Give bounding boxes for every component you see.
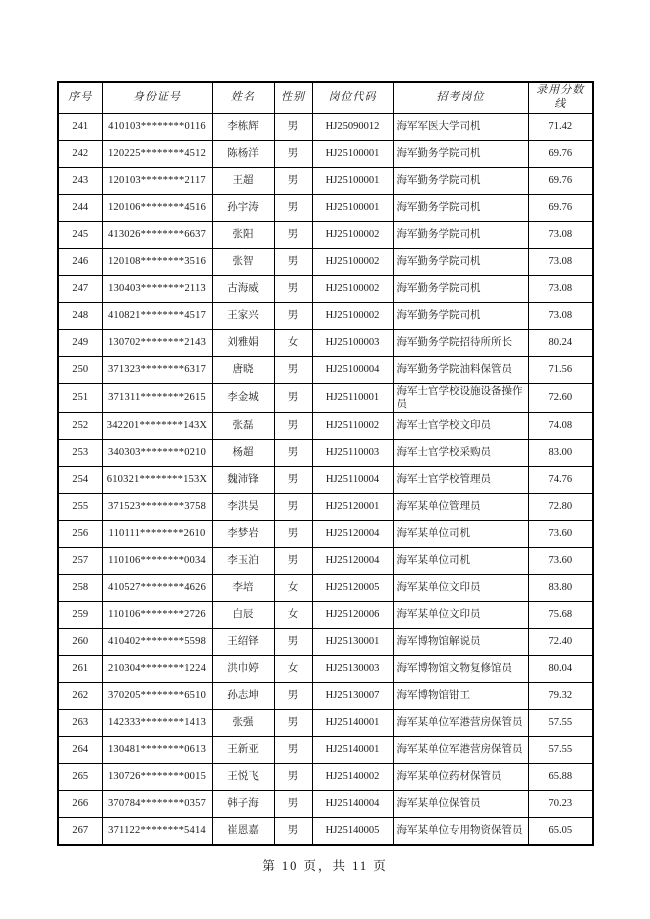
cell-score: 74.08 — [528, 412, 593, 439]
cell-score: 71.56 — [528, 356, 593, 383]
cell-id: 120108********3516 — [102, 248, 212, 275]
cell-pos: 海军某单位专用物资保管员 — [393, 817, 528, 845]
table-row — [58, 547, 593, 574]
cell-seq: 243 — [58, 167, 102, 194]
cell-name: 李洪昊 — [212, 493, 274, 520]
cell-gender: 男 — [274, 221, 312, 248]
table-row — [58, 248, 593, 275]
cell-code: HJ25110004 — [312, 466, 393, 493]
cell-gender: 男 — [274, 412, 312, 439]
cell-code: HJ25090012 — [312, 113, 393, 140]
cell-seq: 267 — [58, 817, 102, 845]
cell-gender: 男 — [274, 763, 312, 790]
cell-score: 57.55 — [528, 736, 593, 763]
cell-score: 79.32 — [528, 682, 593, 709]
score-table-container — [57, 81, 592, 846]
cell-name: 韩子海 — [212, 790, 274, 817]
cell-id: 371311********2615 — [102, 383, 212, 412]
cell-code: HJ25110001 — [312, 383, 393, 412]
cell-pos: 海军博物馆解说员 — [393, 628, 528, 655]
cell-pos: 海军勤务学院司机 — [393, 302, 528, 329]
table-row — [58, 736, 593, 763]
cell-name: 王家兴 — [212, 302, 274, 329]
cell-pos: 海军勤务学院司机 — [393, 140, 528, 167]
cell-pos: 海军士官学校采购员 — [393, 439, 528, 466]
table-row — [58, 790, 593, 817]
cell-gender: 男 — [274, 113, 312, 140]
cell-id: 130481********0613 — [102, 736, 212, 763]
cell-id: 370784********0357 — [102, 790, 212, 817]
cell-pos: 海军军医大学司机 — [393, 113, 528, 140]
cell-name: 张阳 — [212, 221, 274, 248]
cell-gender: 男 — [274, 493, 312, 520]
cell-code: HJ25100001 — [312, 140, 393, 167]
cell-gender: 男 — [274, 547, 312, 574]
cell-pos: 海军勤务学院司机 — [393, 221, 528, 248]
cell-seq: 262 — [58, 682, 102, 709]
cell-score: 73.08 — [528, 302, 593, 329]
cell-name: 孙志坤 — [212, 682, 274, 709]
cell-name: 王超 — [212, 167, 274, 194]
cell-pos: 海军勤务学院招待所所长 — [393, 329, 528, 356]
cell-gender: 女 — [274, 655, 312, 682]
cell-gender: 男 — [274, 167, 312, 194]
cell-gender: 男 — [274, 817, 312, 845]
cell-id: 120106********4516 — [102, 194, 212, 221]
cell-code: HJ25120006 — [312, 601, 393, 628]
cell-id: 410402********5598 — [102, 628, 212, 655]
cell-pos: 海军某单位管理员 — [393, 493, 528, 520]
cell-name: 孙宇涛 — [212, 194, 274, 221]
cell-pos: 海军某单位药材保管员 — [393, 763, 528, 790]
table-row — [58, 113, 593, 140]
column-header-gender: 性别 — [274, 82, 312, 113]
cell-code: HJ25140005 — [312, 817, 393, 845]
cell-code: HJ25100003 — [312, 329, 393, 356]
cell-name: 陈杨洋 — [212, 140, 274, 167]
cell-code: HJ25100001 — [312, 194, 393, 221]
cell-score: 80.04 — [528, 655, 593, 682]
cell-id: 413026********6637 — [102, 221, 212, 248]
cell-name: 李栋辉 — [212, 113, 274, 140]
cell-score: 69.76 — [528, 167, 593, 194]
cell-pos: 海军某单位司机 — [393, 520, 528, 547]
cell-code: HJ25120001 — [312, 493, 393, 520]
cell-seq: 249 — [58, 329, 102, 356]
cell-code: HJ25140002 — [312, 763, 393, 790]
cell-score: 69.76 — [528, 140, 593, 167]
cell-score: 74.76 — [528, 466, 593, 493]
cell-seq: 250 — [58, 356, 102, 383]
cell-gender: 女 — [274, 601, 312, 628]
recruitment-score-table — [57, 81, 594, 846]
cell-seq: 256 — [58, 520, 102, 547]
column-header-name: 姓名 — [212, 82, 274, 113]
table-row — [58, 140, 593, 167]
cell-code: HJ25130001 — [312, 628, 393, 655]
cell-gender: 男 — [274, 682, 312, 709]
column-header-code: 岗位代码 — [312, 82, 393, 113]
cell-seq: 251 — [58, 383, 102, 412]
table-row — [58, 709, 593, 736]
cell-score: 73.08 — [528, 275, 593, 302]
cell-name: 李梦岩 — [212, 520, 274, 547]
cell-seq: 257 — [58, 547, 102, 574]
cell-id: 130403********2113 — [102, 275, 212, 302]
cell-id: 210304********1224 — [102, 655, 212, 682]
table-row — [58, 439, 593, 466]
cell-gender: 男 — [274, 248, 312, 275]
table-row — [58, 329, 593, 356]
cell-score: 72.60 — [528, 383, 593, 412]
cell-code: HJ25130007 — [312, 682, 393, 709]
cell-gender: 女 — [274, 574, 312, 601]
cell-pos: 海军某单位文印员 — [393, 601, 528, 628]
cell-pos: 海军某单位司机 — [393, 547, 528, 574]
table-row — [58, 167, 593, 194]
cell-gender: 男 — [274, 302, 312, 329]
cell-seq: 252 — [58, 412, 102, 439]
table-row — [58, 221, 593, 248]
cell-id: 371323********6317 — [102, 356, 212, 383]
table-row — [58, 383, 593, 412]
table-row — [58, 466, 593, 493]
cell-score: 71.42 — [528, 113, 593, 140]
cell-seq: 258 — [58, 574, 102, 601]
cell-pos: 海军勤务学院司机 — [393, 248, 528, 275]
cell-code: HJ25120005 — [312, 574, 393, 601]
cell-id: 371523********3758 — [102, 493, 212, 520]
table-row — [58, 520, 593, 547]
cell-name: 杨超 — [212, 439, 274, 466]
cell-id: 110106********2726 — [102, 601, 212, 628]
table-body — [58, 113, 593, 845]
cell-id: 410821********4517 — [102, 302, 212, 329]
column-header-score: 录用分数线 — [528, 82, 593, 113]
cell-pos: 海军博物馆钳工 — [393, 682, 528, 709]
cell-code: HJ25140001 — [312, 736, 393, 763]
cell-pos: 海军士官学校设施设备操作员 — [393, 383, 528, 412]
cell-score: 73.08 — [528, 248, 593, 275]
cell-id: 371122********5414 — [102, 817, 212, 845]
cell-score: 83.00 — [528, 439, 593, 466]
cell-pos: 海军士官学校管理员 — [393, 466, 528, 493]
cell-seq: 259 — [58, 601, 102, 628]
table-row — [58, 763, 593, 790]
cell-name: 刘雅娟 — [212, 329, 274, 356]
cell-code: HJ25120004 — [312, 547, 393, 574]
cell-name: 王绍铎 — [212, 628, 274, 655]
cell-pos: 海军博物馆文物复修馆员 — [393, 655, 528, 682]
cell-name: 张强 — [212, 709, 274, 736]
cell-seq: 266 — [58, 790, 102, 817]
cell-gender: 男 — [274, 194, 312, 221]
cell-id: 370205********6510 — [102, 682, 212, 709]
cell-code: HJ25120004 — [312, 520, 393, 547]
cell-gender: 女 — [274, 329, 312, 356]
column-header-id: 身份证号 — [102, 82, 212, 113]
cell-score: 69.76 — [528, 194, 593, 221]
cell-seq: 247 — [58, 275, 102, 302]
table-row — [58, 682, 593, 709]
cell-score: 65.88 — [528, 763, 593, 790]
cell-seq: 263 — [58, 709, 102, 736]
cell-name: 唐晓 — [212, 356, 274, 383]
cell-pos: 海军某单位保管员 — [393, 790, 528, 817]
cell-name: 崔恩嘉 — [212, 817, 274, 845]
cell-name: 张智 — [212, 248, 274, 275]
cell-code: HJ25140004 — [312, 790, 393, 817]
cell-code: HJ25110002 — [312, 412, 393, 439]
table-row — [58, 655, 593, 682]
cell-code: HJ25100002 — [312, 248, 393, 275]
cell-name: 洪巾婷 — [212, 655, 274, 682]
cell-id: 342201********143X — [102, 412, 212, 439]
cell-code: HJ25110003 — [312, 439, 393, 466]
cell-name: 张磊 — [212, 412, 274, 439]
cell-pos: 海军士官学校文印员 — [393, 412, 528, 439]
cell-name: 古海威 — [212, 275, 274, 302]
cell-gender: 男 — [274, 275, 312, 302]
cell-score: 80.24 — [528, 329, 593, 356]
cell-seq: 246 — [58, 248, 102, 275]
cell-gender: 男 — [274, 439, 312, 466]
table-row — [58, 412, 593, 439]
cell-seq: 260 — [58, 628, 102, 655]
cell-seq: 254 — [58, 466, 102, 493]
cell-name: 王悦飞 — [212, 763, 274, 790]
cell-seq: 244 — [58, 194, 102, 221]
cell-name: 王新亚 — [212, 736, 274, 763]
cell-score: 72.80 — [528, 493, 593, 520]
cell-id: 610321********153X — [102, 466, 212, 493]
cell-code: HJ25100001 — [312, 167, 393, 194]
table-row — [58, 194, 593, 221]
cell-gender: 男 — [274, 628, 312, 655]
cell-score: 57.55 — [528, 709, 593, 736]
cell-id: 410527********4626 — [102, 574, 212, 601]
cell-seq: 248 — [58, 302, 102, 329]
cell-pos: 海军某单位文印员 — [393, 574, 528, 601]
cell-id: 340303********0210 — [102, 439, 212, 466]
table-row — [58, 628, 593, 655]
cell-seq: 255 — [58, 493, 102, 520]
table-row — [58, 601, 593, 628]
table-row — [58, 574, 593, 601]
cell-name: 李玉泊 — [212, 547, 274, 574]
cell-gender: 男 — [274, 356, 312, 383]
cell-code: HJ25100002 — [312, 221, 393, 248]
cell-gender: 男 — [274, 466, 312, 493]
cell-score: 70.23 — [528, 790, 593, 817]
cell-seq: 264 — [58, 736, 102, 763]
cell-score: 72.40 — [528, 628, 593, 655]
cell-id: 142333********1413 — [102, 709, 212, 736]
cell-name: 白辰 — [212, 601, 274, 628]
table-header-row — [58, 82, 593, 113]
cell-id: 130702********2143 — [102, 329, 212, 356]
cell-gender: 男 — [274, 709, 312, 736]
cell-code: HJ25100002 — [312, 275, 393, 302]
cell-seq: 265 — [58, 763, 102, 790]
column-header-seq: 序号 — [58, 82, 102, 113]
column-header-pos: 招考岗位 — [393, 82, 528, 113]
cell-code: HJ25100002 — [312, 302, 393, 329]
cell-seq: 261 — [58, 655, 102, 682]
cell-id: 120103********2117 — [102, 167, 212, 194]
cell-pos: 海军勤务学院司机 — [393, 275, 528, 302]
table-row — [58, 302, 593, 329]
cell-code: HJ25130003 — [312, 655, 393, 682]
cell-score: 75.68 — [528, 601, 593, 628]
cell-id: 110106********0034 — [102, 547, 212, 574]
table-row — [58, 817, 593, 845]
cell-gender: 男 — [274, 520, 312, 547]
cell-gender: 男 — [274, 140, 312, 167]
cell-score: 73.08 — [528, 221, 593, 248]
cell-score: 73.60 — [528, 547, 593, 574]
cell-id: 110111********2610 — [102, 520, 212, 547]
cell-code: HJ25140001 — [312, 709, 393, 736]
cell-pos: 海军某单位军港营房保管员 — [393, 709, 528, 736]
table-row — [58, 493, 593, 520]
cell-pos: 海军勤务学院油料保管员 — [393, 356, 528, 383]
table-row — [58, 275, 593, 302]
cell-seq: 245 — [58, 221, 102, 248]
cell-id: 130726********0015 — [102, 763, 212, 790]
cell-pos: 海军勤务学院司机 — [393, 167, 528, 194]
cell-name: 魏沛锋 — [212, 466, 274, 493]
cell-id: 410103********0116 — [102, 113, 212, 140]
cell-name: 李培 — [212, 574, 274, 601]
cell-score: 65.05 — [528, 817, 593, 845]
cell-seq: 241 — [58, 113, 102, 140]
page-number-footer: 第 10 页，共 11 页 — [262, 859, 388, 873]
table-row — [58, 356, 593, 383]
cell-score: 83.80 — [528, 574, 593, 601]
cell-name: 李金城 — [212, 383, 274, 412]
cell-pos: 海军某单位军港营房保管员 — [393, 736, 528, 763]
cell-seq: 253 — [58, 439, 102, 466]
cell-gender: 男 — [274, 736, 312, 763]
cell-gender: 男 — [274, 383, 312, 412]
cell-seq: 242 — [58, 140, 102, 167]
cell-pos: 海军勤务学院司机 — [393, 194, 528, 221]
cell-score: 73.60 — [528, 520, 593, 547]
cell-code: HJ25100004 — [312, 356, 393, 383]
cell-gender: 男 — [274, 790, 312, 817]
cell-id: 120225********4512 — [102, 140, 212, 167]
